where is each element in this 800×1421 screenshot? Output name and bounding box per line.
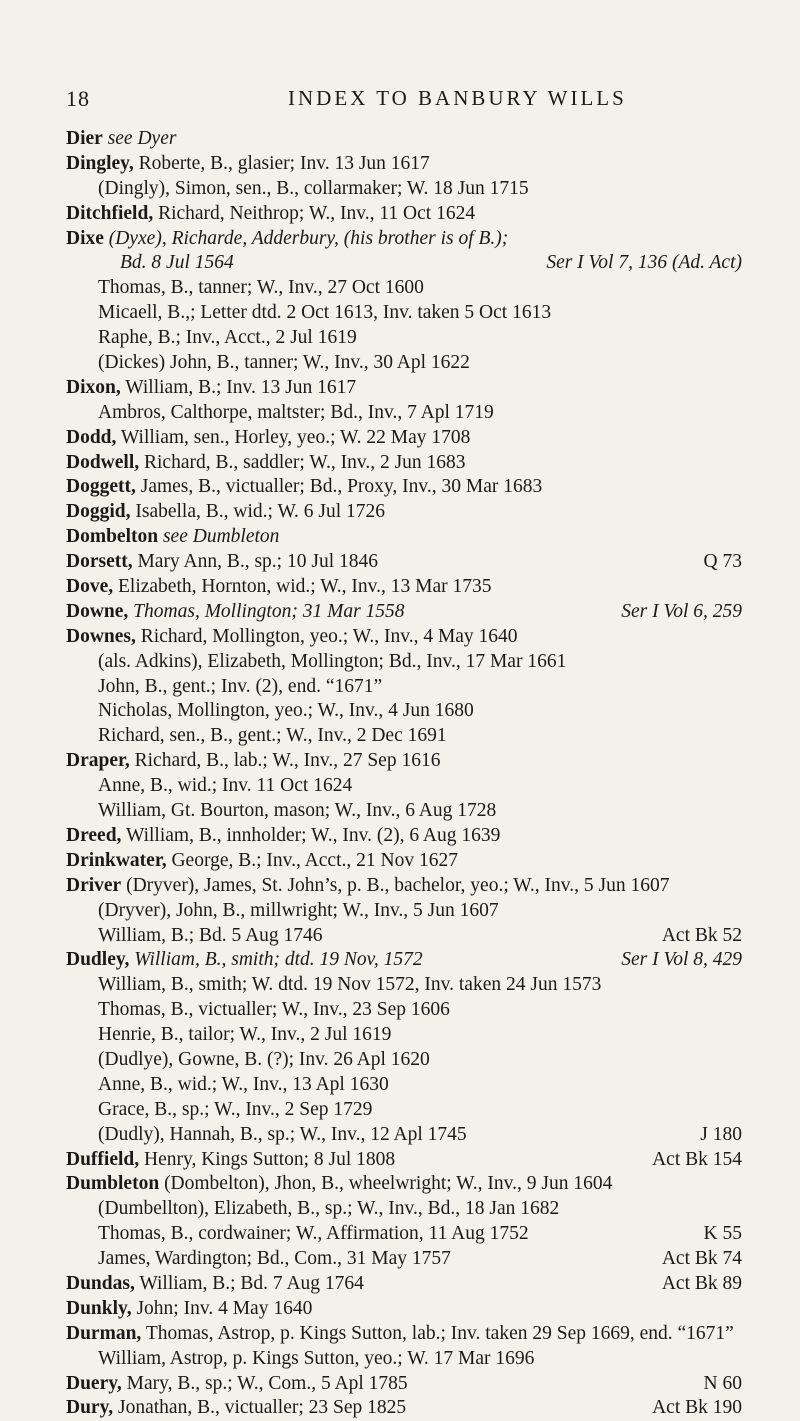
index-entry-text xyxy=(66,152,430,177)
index-entry-text xyxy=(98,973,601,998)
index-line xyxy=(0,799,800,824)
entry-detail: James, Wardington; Bd., Com., 31 May 1757 xyxy=(98,1248,451,1270)
index-entry-text xyxy=(66,127,176,152)
surname: Driver xyxy=(66,874,122,896)
index-line xyxy=(0,276,800,301)
entry-detail: (Dudly), Hannah, B., sp.; W., Inv., 12 Apl 1745 xyxy=(98,1123,467,1145)
reference: Act Bk 154 xyxy=(652,1148,742,1170)
entry-detail: William, B.; Inv. 13 Jun 1617 xyxy=(120,376,357,398)
index-entry-text xyxy=(66,874,669,899)
surname: Dingley, xyxy=(66,152,134,174)
index-line xyxy=(0,749,800,774)
entry-detail: Mary, B., sp.; W., Com., 5 Apl 1785 xyxy=(121,1372,408,1394)
index-entry-text xyxy=(98,1098,372,1123)
entry-detail: George, B.; Inv., Acct., 21 Nov 1627 xyxy=(166,849,458,871)
index-entry-text xyxy=(98,699,474,724)
index-entry-text xyxy=(98,326,357,351)
entry-detail: Grace, B., sp.; W., Inv., 2 Sep 1729 xyxy=(98,1098,373,1120)
index-entry-text xyxy=(66,475,542,500)
entry-detail: Richard, Neithrop; W., Inv., 11 Oct 1624 xyxy=(153,202,476,224)
index-entry-text xyxy=(66,376,356,401)
entry-detail: Roberte, B., glasier; Inv. 13 Jun 1617 xyxy=(133,152,430,174)
reference: Act Bk 89 xyxy=(661,1272,742,1294)
index-entry-text xyxy=(98,675,382,700)
surname: Dodd, xyxy=(66,426,117,448)
surname: Dier xyxy=(66,128,103,149)
index-line xyxy=(0,1396,800,1421)
index-line xyxy=(0,401,800,426)
page-number: 18 xyxy=(66,86,90,111)
index-entry-text xyxy=(98,998,450,1023)
index-entry-text xyxy=(98,1347,534,1372)
surname: Dodwell, xyxy=(66,451,140,473)
index-entry-text xyxy=(66,749,440,774)
entry-detail: John, B., gent.; Inv. (2), end. “1671” xyxy=(98,675,383,697)
surname: Dorsett, xyxy=(66,551,133,573)
index-entry-text xyxy=(98,1073,389,1098)
reference: Ser I Vol 7, 136 (Ad. Act) xyxy=(546,252,742,274)
surname: Dundas, xyxy=(66,1272,135,1294)
index-entry-text xyxy=(98,1023,391,1048)
reference: Q 73 xyxy=(703,551,742,573)
index-line xyxy=(0,550,800,575)
index-line xyxy=(0,1148,800,1173)
entry-detail: William, B.; Bd. 5 Aug 1746 xyxy=(98,924,323,946)
entry-detail: Henrie, B., tailor; W., Inv., 2 Jul 1619 xyxy=(98,1024,392,1046)
entry-detail: Mary Ann, B., sp.; 10 Jul 1846 xyxy=(132,551,378,573)
index-entry-text xyxy=(66,426,470,451)
index-line xyxy=(0,1297,800,1322)
entry-detail: Thomas, Astrop, p. Kings Sutton, lab.; Inv. taken 29 Sep 1669, end. “1671” xyxy=(141,1322,734,1344)
index-line xyxy=(0,426,800,451)
index-entry-text xyxy=(66,550,378,575)
index-line xyxy=(0,1222,800,1247)
entry-detail: Henry, Kings Sutton; 8 Jul 1808 xyxy=(139,1148,396,1170)
entry-detail: Bd. 8 Jul 1564 xyxy=(120,252,234,274)
surname: Drinkwater, xyxy=(66,849,167,871)
index-entry-text xyxy=(66,1322,734,1347)
index-line xyxy=(0,1172,800,1197)
index-entry-text xyxy=(66,451,466,476)
entry-detail: Nicholas, Mollington, yeo.; W., Inv., 4 Jun 1680 xyxy=(98,700,474,722)
reference: Ser I Vol 6, 259 xyxy=(621,600,742,622)
surname: Doggett, xyxy=(66,476,136,498)
entry-detail: Ambros, Calthorpe, maltster; Bd., Inv., 7 Apl 1719 xyxy=(98,401,494,423)
entry-detail: Thomas, Mollington; 31 Mar 1558 xyxy=(128,600,405,622)
index-entry-text xyxy=(66,1297,312,1322)
index-line xyxy=(0,575,800,600)
entry-detail: Richard, B., lab.; W., Inv., 27 Sep 1616 xyxy=(129,750,441,772)
index-line xyxy=(0,127,800,152)
index-line xyxy=(0,699,800,724)
entry-detail: William, sen., Horley, yeo.; W. 22 May 1708 xyxy=(116,426,471,448)
index-line xyxy=(0,1322,800,1347)
index-line xyxy=(0,1197,800,1222)
entry-detail: William, B., smith; dtd. 19 Nov, 1572 xyxy=(129,949,423,971)
index-entry-text xyxy=(98,1048,430,1073)
entry-detail: Elizabeth, Hornton, wid.; W., Inv., 13 Mar 1735 xyxy=(113,576,492,598)
index-entry-text xyxy=(120,251,234,276)
index-line xyxy=(0,152,800,177)
index-entry-text xyxy=(66,1172,612,1197)
entry-detail: (Dyxe), Richarde, Adderbury, (his brother is of B.); xyxy=(103,227,509,249)
index-line xyxy=(0,202,800,227)
reference: N 60 xyxy=(703,1372,742,1394)
surname: Dove, xyxy=(66,576,114,598)
surname: Dixon, xyxy=(66,376,121,398)
index-entry-text xyxy=(98,276,424,301)
surname: Duffield, xyxy=(66,1148,140,1170)
index-entry-text xyxy=(66,1372,408,1397)
index-line xyxy=(0,625,800,650)
entry-detail: William, Gt. Bourton, mason; W., Inv., 6 Aug 1728 xyxy=(98,800,497,822)
index-entry-text xyxy=(98,177,529,202)
entry-detail: (Dryver), James, St. John’s, p. B., bachelor, yeo.; W., Inv., 5 Jun 1607 xyxy=(121,874,670,896)
index-line xyxy=(0,1123,800,1148)
index-entry-text xyxy=(98,799,496,824)
entry-detail: (Dingly), Simon, sen., B., collarmaker; W. 18 Jun 1715 xyxy=(98,177,529,199)
index-line xyxy=(0,948,800,973)
index-entry-text xyxy=(66,849,458,874)
index-line xyxy=(0,1372,800,1397)
index-line xyxy=(0,177,800,202)
index-entry-text xyxy=(66,525,279,550)
index-line xyxy=(0,849,800,874)
index-entry-text xyxy=(98,351,470,376)
index-line xyxy=(0,351,800,376)
index-line xyxy=(0,824,800,849)
index-line xyxy=(0,600,800,625)
index-line xyxy=(0,525,800,550)
index-entry-text xyxy=(98,1247,451,1272)
surname: Dumbleton xyxy=(66,1173,160,1195)
index-entry-text xyxy=(98,1123,467,1148)
index-entry-text xyxy=(66,625,518,650)
index-entry-text xyxy=(98,301,551,326)
entry-detail: Richard, Mollington, yeo.; W., Inv., 4 May 1640 xyxy=(135,625,518,647)
surname: Dury, xyxy=(66,1397,114,1419)
surname: Dunkly, xyxy=(66,1297,132,1319)
surname: Ditchfield, xyxy=(66,202,154,224)
index-entry-text xyxy=(66,575,492,600)
entry-detail: Raphe, B.; Inv., Acct., 2 Jul 1619 xyxy=(98,327,357,349)
index-entry-text xyxy=(66,1148,395,1173)
index-entries xyxy=(0,127,800,1421)
surname: Downe, xyxy=(66,600,129,622)
index-line xyxy=(0,227,800,252)
index-line xyxy=(0,924,800,949)
index-line xyxy=(0,774,800,799)
entry-detail: (Dudlye), Gowne, B. (?); Inv. 26 Apl 1620 xyxy=(98,1048,430,1070)
reference: Act Bk 52 xyxy=(661,924,742,946)
surname: Downes, xyxy=(66,625,136,647)
index-entry-text xyxy=(66,1272,364,1297)
index-line xyxy=(0,998,800,1023)
entry-detail: James, B., victualler; Bd., Proxy, Inv., 30 Mar 1683 xyxy=(135,476,543,498)
index-entry-text xyxy=(66,227,508,252)
index-line xyxy=(0,251,800,276)
index-entry-text xyxy=(98,924,323,949)
index-entry-text xyxy=(66,600,405,625)
surname: Dombelton xyxy=(66,526,159,548)
entry-detail: Thomas, B., victualler; W., Inv., 23 Sep 1606 xyxy=(98,999,450,1021)
reference: Ser I Vol 8, 429 xyxy=(621,949,742,971)
entry-detail: Anne, B., wid.; Inv. 11 Oct 1624 xyxy=(98,775,353,797)
entry-detail: Thomas, B., tanner; W., Inv., 27 Oct 1600 xyxy=(98,277,424,299)
entry-detail: (Dickes) John, B., tanner; W., Inv., 30 Apl 1622 xyxy=(98,352,470,374)
index-line xyxy=(0,500,800,525)
surname: Duery, xyxy=(66,1372,122,1394)
reference: Act Bk 74 xyxy=(661,1248,742,1270)
entry-detail: Richard, sen., B., gent.; W., Inv., 2 Dec 1691 xyxy=(98,725,447,747)
reference: K 55 xyxy=(703,1223,742,1245)
entry-detail: Thomas, B., cordwainer; W., Affirmation, 11 Aug 1752 xyxy=(98,1223,529,1245)
index-line xyxy=(0,1073,800,1098)
index-entry-text xyxy=(98,899,499,924)
surname: Dudley, xyxy=(66,949,130,971)
surname: Doggid, xyxy=(66,501,131,523)
index-line xyxy=(0,1272,800,1297)
index-entry-text xyxy=(98,774,352,799)
entry-detail: William, Astrop, p. Kings Sutton, yeo.; W. 17 Mar 1696 xyxy=(98,1347,535,1369)
index-entry-text xyxy=(98,650,566,675)
reference: J 180 xyxy=(700,1123,742,1145)
entry-detail: Isabella, B., wid.; W. 6 Jul 1726 xyxy=(130,501,386,523)
index-line xyxy=(0,973,800,998)
entry-detail: (Dryver), John, B., millwright; W., Inv., 5 Jun 1607 xyxy=(98,899,499,921)
index-line xyxy=(0,874,800,899)
index-entry-text xyxy=(98,401,494,426)
index-line xyxy=(0,475,800,500)
index-line xyxy=(0,1048,800,1073)
entry-detail: Micaell, B.,; Letter dtd. 2 Oct 1613, Inv. taken 5 Oct 1613 xyxy=(98,302,552,324)
index-line xyxy=(0,301,800,326)
page-header xyxy=(0,86,800,118)
entry-detail: (Dumbellton), Elizabeth, B., sp.; W., Inv., Bd., 18 Jan 1682 xyxy=(98,1198,560,1220)
entry-detail: see Dumbleton xyxy=(158,526,280,548)
entry-detail: (Dombelton), Jhon, B., wheelwright; W., Inv., 9 Jun 1604 xyxy=(159,1173,613,1195)
surname: Durman, xyxy=(66,1322,142,1344)
index-line xyxy=(0,1098,800,1123)
entry-detail: William, B., innholder; W., Inv. (2), 6 Aug 1639 xyxy=(121,824,501,846)
reference: Act Bk 190 xyxy=(652,1397,742,1419)
entry-detail: see Dyer xyxy=(102,128,177,149)
index-line xyxy=(0,724,800,749)
index-entry-text xyxy=(66,500,385,525)
index-entry-text xyxy=(66,948,423,973)
surname: Dreed, xyxy=(66,824,122,846)
index-line xyxy=(0,899,800,924)
surname: Dixe xyxy=(66,227,104,249)
index-line xyxy=(0,376,800,401)
index-entry-text xyxy=(66,824,500,849)
index-line xyxy=(0,451,800,476)
index-line xyxy=(0,1247,800,1272)
entry-detail: Richard, B., saddler; W., Inv., 2 Jun 1683 xyxy=(139,451,466,473)
entry-detail: William, B.; Bd. 7 Aug 1764 xyxy=(134,1272,364,1294)
index-line xyxy=(0,326,800,351)
running-title: INDEX TO BANBURY WILLS xyxy=(288,86,627,110)
surname: Draper, xyxy=(66,750,130,772)
index-entry-text xyxy=(66,1396,406,1421)
index-entry-text xyxy=(98,1197,559,1222)
index-entry-text xyxy=(98,724,447,749)
index-entry-text xyxy=(98,1222,529,1247)
entry-detail: Anne, B., wid.; W., Inv., 13 Apl 1630 xyxy=(98,1073,389,1095)
index-line xyxy=(0,650,800,675)
index-line xyxy=(0,1023,800,1048)
index-entry-text xyxy=(66,202,475,227)
index-line xyxy=(0,675,800,700)
entry-detail: William, B., smith; W. dtd. 19 Nov 1572, Inv. taken 24 Jun 1573 xyxy=(98,974,602,996)
index-line xyxy=(0,1347,800,1372)
entry-detail: Jonathan, B., victualler; 23 Sep 1825 xyxy=(113,1397,407,1419)
entry-detail: John; Inv. 4 May 1640 xyxy=(131,1297,313,1319)
entry-detail: (als. Adkins), Elizabeth, Mollington; Bd., Inv., 17 Mar 1661 xyxy=(98,650,567,672)
